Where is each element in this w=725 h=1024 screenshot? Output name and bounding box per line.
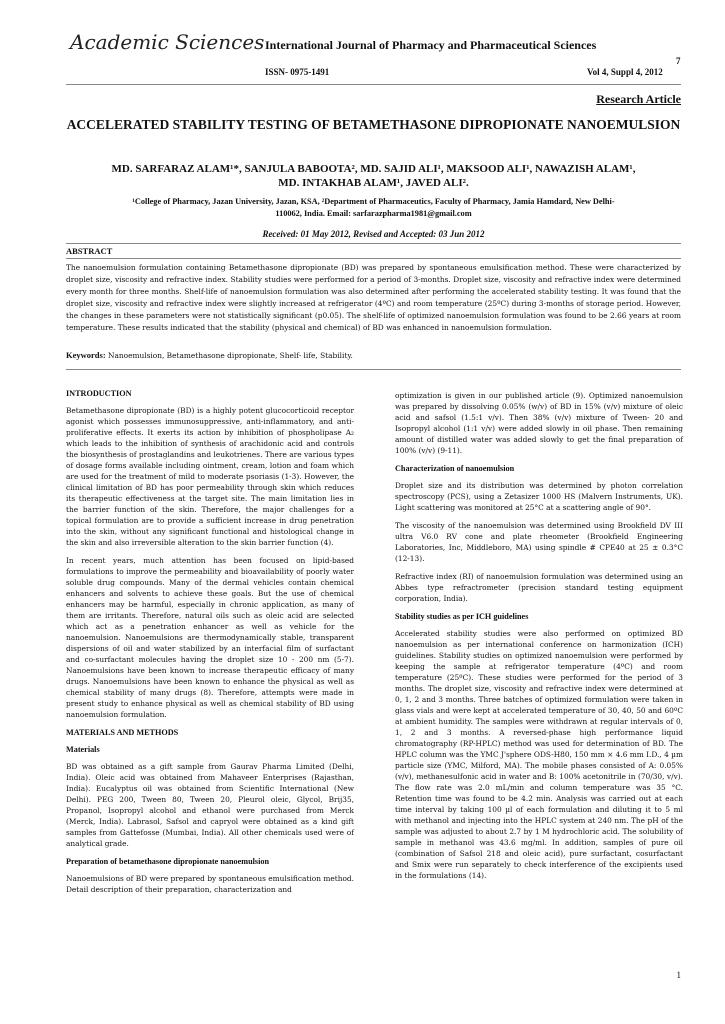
abstract-bottom-divider — [66, 369, 681, 370]
abstract-text: The nanoemulsion formulation containing Betamethasone dipropionate (BD) was prepared by spontaneous emulsification method. These were characterized by droplet size, viscosity and refractive index. Stability studies were performed for a period of 3-months. Droplet size, viscosity and refractive index were determined every month for three months. Shelf-life of nanoemulsion formulation was also determined after performing the accelerated stability testing. It was found that the droplet size, viscosity and refractive index were slightly increased at refrigerator (4ºC) and room temperature (25ºC) during 3-months of storage period. However, the changes in these parameters were not statistically significant (p0.05). The shelf-life of optimized nanoemulsion formulation was found to be 2.66 years at room temperature. These results indicated that the stability (physical and chemical) of BD was enhanced in nanoemulsion formulation. — [66, 263, 681, 332]
introduction-heading: INTRODUCTION — [66, 389, 132, 398]
abstract-heading-divider — [66, 258, 681, 259]
viscosity-paragraph: The viscosity of the nanoemulsion was determined using Brookfield DV III ultra V6.0 RV cone and plate rheometer (Brookfield Engineering Laboratories, Inc, Middleboro, MA) using spindle # CPE40 at 25 ± 0.3°C (12-13). — [395, 521, 683, 563]
keywords-text: Nanoemulsion, Betamethasone dipropionate, Shelf- life, Stability. — [108, 351, 353, 360]
keywords — [66, 350, 681, 360]
journal-name: International Journal of Pharmacy and Pharmaceutical Sciences — [265, 38, 597, 52]
authors-line-2: MD. INTAKHAB ALAM¹, JAVED ALI². — [278, 177, 469, 189]
journal-logo: Academic Sciences — [70, 30, 265, 54]
droplet-size-paragraph: Droplet size and its distribution was determined by photon correlation spectroscopy (PCS), using a Zetasizer 1000 HS (Malvern Instruments, UK). Light scattering was monitored at 25°C at a scattering angle of 90°. — [395, 481, 683, 512]
left-column — [66, 388, 354, 902]
article-type: Research Article — [596, 92, 681, 106]
header-page-number: 7 — [676, 56, 681, 66]
header-divider — [66, 84, 681, 85]
received-dates: Received: 01 May 2012, Revised and Accepted: 03 Jun 2012 — [262, 229, 485, 239]
issn: ISSN- 0975-1491 — [265, 67, 330, 77]
right-column — [395, 390, 683, 888]
characterization-heading: Characterization of nanoemulsion — [395, 464, 515, 473]
abstract-heading: ABSTRACT — [66, 246, 113, 256]
refractive-index-paragraph: Refractive index (RI) of nanoemulsion formulation was determined using an Abbes type refractrometer (precision standard testing equipment corporation, India). — [395, 572, 683, 603]
affiliations — [66, 196, 681, 220]
stability-heading: Stability studies as per ICH guidelines — [395, 612, 529, 621]
affiliation-line-1: ¹College of Pharmacy, Jazan University, Jazan, KSA, ²Department of Pharmaceutics, Faculty of Pharmacy, Jamia Hamdard, New Delhi- — [132, 197, 615, 206]
introduction-paragraph-1: Betamethasone dipropionate (BD) is a highly potent glucocorticoid receptor agonist which possesses immunosuppressive, anti-inflammatory, and anti-proliferative effects. It exerts its action by inhibition of phospholipase A₂ which leads to the inhibition of synthesis of arachidonic acid and controls the biosynthesis of prostaglandins and leukotrienes. There are various types of dosage forms available including ointment, cream, lotion and foam which are used for the treatment of mild to moderate psoriasis (1-3). However, the clinical limitation of BD has poor permeability through skin which reduces its therapeutic effectiveness at the target site. The main limitation lies in the barrier function of the skin. Therefore, the major challenges for a topical formulation are to provide a sufficient increase in drug penetration into the skin, without any significant functional and histological change in the skin and also irreversible alteration to the skin barrier function (4). — [66, 406, 354, 547]
volume-info: Vol 4, Suppl 4, 2012 — [587, 67, 663, 77]
authors-line-1: MD. SARFARAZ ALAM¹*, SANJULA BABOOTA², MD. SAJID ALI¹, MAKSOOD ALI¹, NAWAZISH ALAM¹, — [111, 163, 636, 175]
paper-title: ACCELERATED STABILITY TESTING OF BETAMETHASONE DIPROPIONATE NANOEMULSION — [66, 117, 681, 132]
preparation-paragraph: Nanoemulsions of BD were prepared by spontaneous emulsification method. Detail description of their preparation, characterization and — [66, 874, 354, 894]
preparation-heading: Preparation of betamethasone dipropionate nanoemulsion — [66, 857, 270, 866]
stability-paragraph: Accelerated stability studies were also performed on optimized BD nanoemulsion as per international conference on harmonization (ICH) guidelines. Stability studies on optimized nanoemulsion were performed by keeping the sample at refrigerator temperature (4ºC) and room temperature (25ºC). These studies were performed for the period of 3 months. The droplet size, viscosity and refractive index were determined at 0, 1, 2 and 3 months. Three batches of optimized formulation were taken in glass vials and were kept at accelerated temperature of 30, 40, 50 and 60ºC at ambient humidity. The samples were withdrawn at regular intervals of 0, 1, 2 and 3 months. A reversed-phase high performance liquid chromatography (RP-HPLC) method was used for determination of BD. The HPLC column was the YMC J'sphere ODS-H80, 150 mm × 4.6 mm I.D., 4 µm particle size (YMC, Milford, MA). The mobile phases consisted of A: 0.05% (v/v), methanesulfonic acid in water and B: 100% acetonitrile in (70/30, v/v). The flow rate was 2.0 mL/min and column temperature was 35 °C. Retention time was found to be 4.2 min. Analysis was carried out at each time interval by taking 100 µl of each formulation and diluting it to 5 ml with methanol and injecting into the HPLC system at 240 nm. The pH of the sample was adjusted to about 2.7 by 1 M hydrochloric acid. The solubility of sample in methanol was 43.6 mg/ml. In addition, samples of pure oil (combination of Safsol 218 and oleic acid), pure surfactant, cosurfactant and Smix were run separately to check interference of the excipients used in the formulations (14). — [395, 629, 683, 880]
materials-methods-heading: MATERIALS AND METHODS — [66, 728, 179, 737]
introduction-paragraph-2: In recent years, much attention has been focused on lipid-based formulations to improve the permeability and bioavailability of poorly water soluble drug compounds. Many of the dermal vehicles contain chemical enhancers and solvents to achieve these goals. But the use of chemical enhancers may be harmful, especially in chronic application, as many of them are irritants. Therefore, natural oils such as oleic acid are selected which act as a penetration enhancer as well as vehicle for the nanoemulsion. Nanoemulsions are thermodynamically stable, transparent dispersions of oil and water stabilized by an interfacial film of surfactant and co-surfactant molecules having the droplet size 10 - 200 nm (5-7). Nanoemulsions have been known to increase therapeutic efficacy of many drugs. Nanoemulsions have been known to enhance the physical as well as chemical stability of many drugs (8). Therefore, attempts were made in present study to enhance physical as well as chemical stability of BD using nanoemulsion formulation. — [66, 556, 354, 719]
authors — [66, 162, 681, 190]
keywords-label: Keywords: — [66, 350, 106, 360]
abstract-top-divider — [66, 243, 681, 244]
footer-page-number: 1 — [676, 970, 681, 980]
materials-heading: Materials — [66, 745, 100, 754]
preparation-continued: optimization is given in our published article (9). Optimized nanoemulsion was prepared by dissolving 0.05% (w/v) of BD in 15% (v/v) mixture of oleic acid and safsol (1.5:1 v/v). Then 38% (v/v) mixture of Tween- 20 and Isopropyl alcohol (1:1 v/v) were added slowly in oil phase. Then remaining amount of distilled water was added slowly to get the final preparation of 100% (v/v) (9-11). — [395, 391, 683, 455]
materials-paragraph: BD was obtained as a gift sample from Gaurav Pharma Limited (Delhi, India). Oleic acid was obtained from Mahaveer Enterprises (Rajasthan, India). Eucalyptus oil was obtained from Scientific International (New Delhi). PEG 200, Tween 80, Tween 20, Pleurol oleic, Glycol, Brij35, Propanol, Isopropyl alcohol and ethanol were purchased from Merck (Merck, India). Labrasol, Safsol and capryol were obtained as a kind gift samples from Gattefosse (Mumbai, India). All other chemicals used were of analytical grade. — [66, 762, 354, 848]
affiliation-line-2: 110062, India. Email: sarfarazpharma1981@gmail.com — [275, 209, 472, 218]
